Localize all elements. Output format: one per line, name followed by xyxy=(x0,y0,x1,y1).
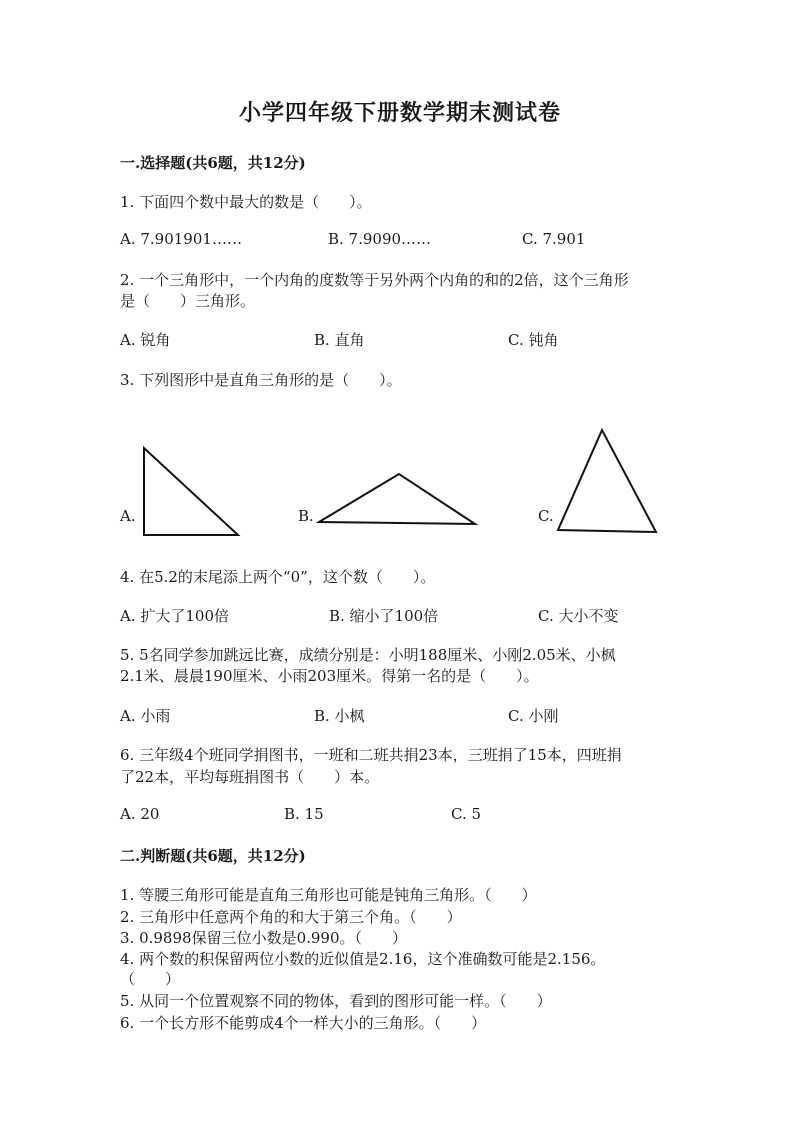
question-6-option-c: C. 5 xyxy=(451,805,482,823)
question-6-option-a: A. 20 xyxy=(120,805,160,823)
tf-item-4: 4. 两个数的积保留两位小数的近似值是2.16，这个准确数可能是2.156。 xyxy=(120,950,606,968)
question-4-option-a: A. 扩大了100倍 xyxy=(120,607,229,625)
question-3-option-b: B. xyxy=(298,507,314,525)
tf-item-5: 5. 从同一个位置观察不同的物体，看到的图形可能一样。（ ） xyxy=(120,992,552,1010)
triangle-a-figure xyxy=(138,440,248,540)
triangle-c-figure xyxy=(552,424,660,536)
tf-item-2: 2. 三角形中任意两个角的和大于第三个角。（ ） xyxy=(120,908,462,926)
question-2-option-b: B. 直角 xyxy=(314,331,365,349)
question-2-line-2: 是（ ）三角形。 xyxy=(120,292,256,310)
question-5-option-a: A. 小雨 xyxy=(120,707,171,725)
tf-item-1: 1. 等腰三角形可能是直角三角形也可能是钝角三角形。（ ） xyxy=(120,886,537,904)
question-4-option-c: C. 大小不变 xyxy=(538,607,619,625)
question-2-option-a: A. 锐角 xyxy=(120,331,171,349)
tf-item-3: 3. 0.9898保留三位小数是0.990。（ ） xyxy=(120,929,408,947)
question-3-option-a: A. xyxy=(120,507,136,525)
question-2-option-c: C. 钝角 xyxy=(508,331,559,349)
tf-item-4-bracket: （ ） xyxy=(120,970,181,988)
question-5-option-b: B. 小枫 xyxy=(314,707,365,725)
question-1-option-b: B. 7.9090…… xyxy=(328,230,432,248)
question-5-line-2: 2.1米、晨晨190厘米、小雨203厘米。得第一名的是（ ）。 xyxy=(120,667,539,685)
question-5-option-c: C. 小刚 xyxy=(508,707,559,725)
section-heading-choice: 一.选择题(共6题，共12分) xyxy=(120,154,306,172)
question-1-option-c: C. 7.901 xyxy=(522,230,586,248)
question-1-option-a: A. 7.901901…… xyxy=(120,230,242,248)
triangle-b-figure xyxy=(315,468,481,530)
question-4: 4. 在5.2的末尾添上两个“0”，这个数（ ）。 xyxy=(120,568,436,586)
question-3: 3. 下列图形中是直角三角形的是（ ）。 xyxy=(120,371,402,389)
question-6-line-2: 了22本，平均每班捐图书（ ）本。 xyxy=(120,768,380,786)
question-6-line-1: 6. 三年级4个班同学捐图书，一班和二班共捐23本，三班捐了15本，四班捐 xyxy=(120,746,622,764)
tf-item-6: 6. 一个长方形不能剪成4个一样大小的三角形。（ ） xyxy=(120,1014,487,1032)
question-1: 1. 下面四个数中最大的数是（ ）。 xyxy=(120,193,372,211)
page-title: 小学四年级下册数学期末测试卷 xyxy=(238,100,561,126)
question-4-option-b: B. 缩小了100倍 xyxy=(329,607,439,625)
question-5-line-1: 5. 5名同学参加跳远比赛，成绩分别是：小明188厘米、小刚2.05米、小枫 xyxy=(120,646,616,664)
question-6-option-b: B. 15 xyxy=(284,805,324,823)
section-heading-true-false: 二.判断题(共6题，共12分) xyxy=(120,847,306,865)
question-2-line-1: 2. 一个三角形中，一个内角的度数等于另外两个内角的和的2倍，这个三角形 xyxy=(120,271,629,289)
question-3-option-c: C. xyxy=(538,507,554,525)
